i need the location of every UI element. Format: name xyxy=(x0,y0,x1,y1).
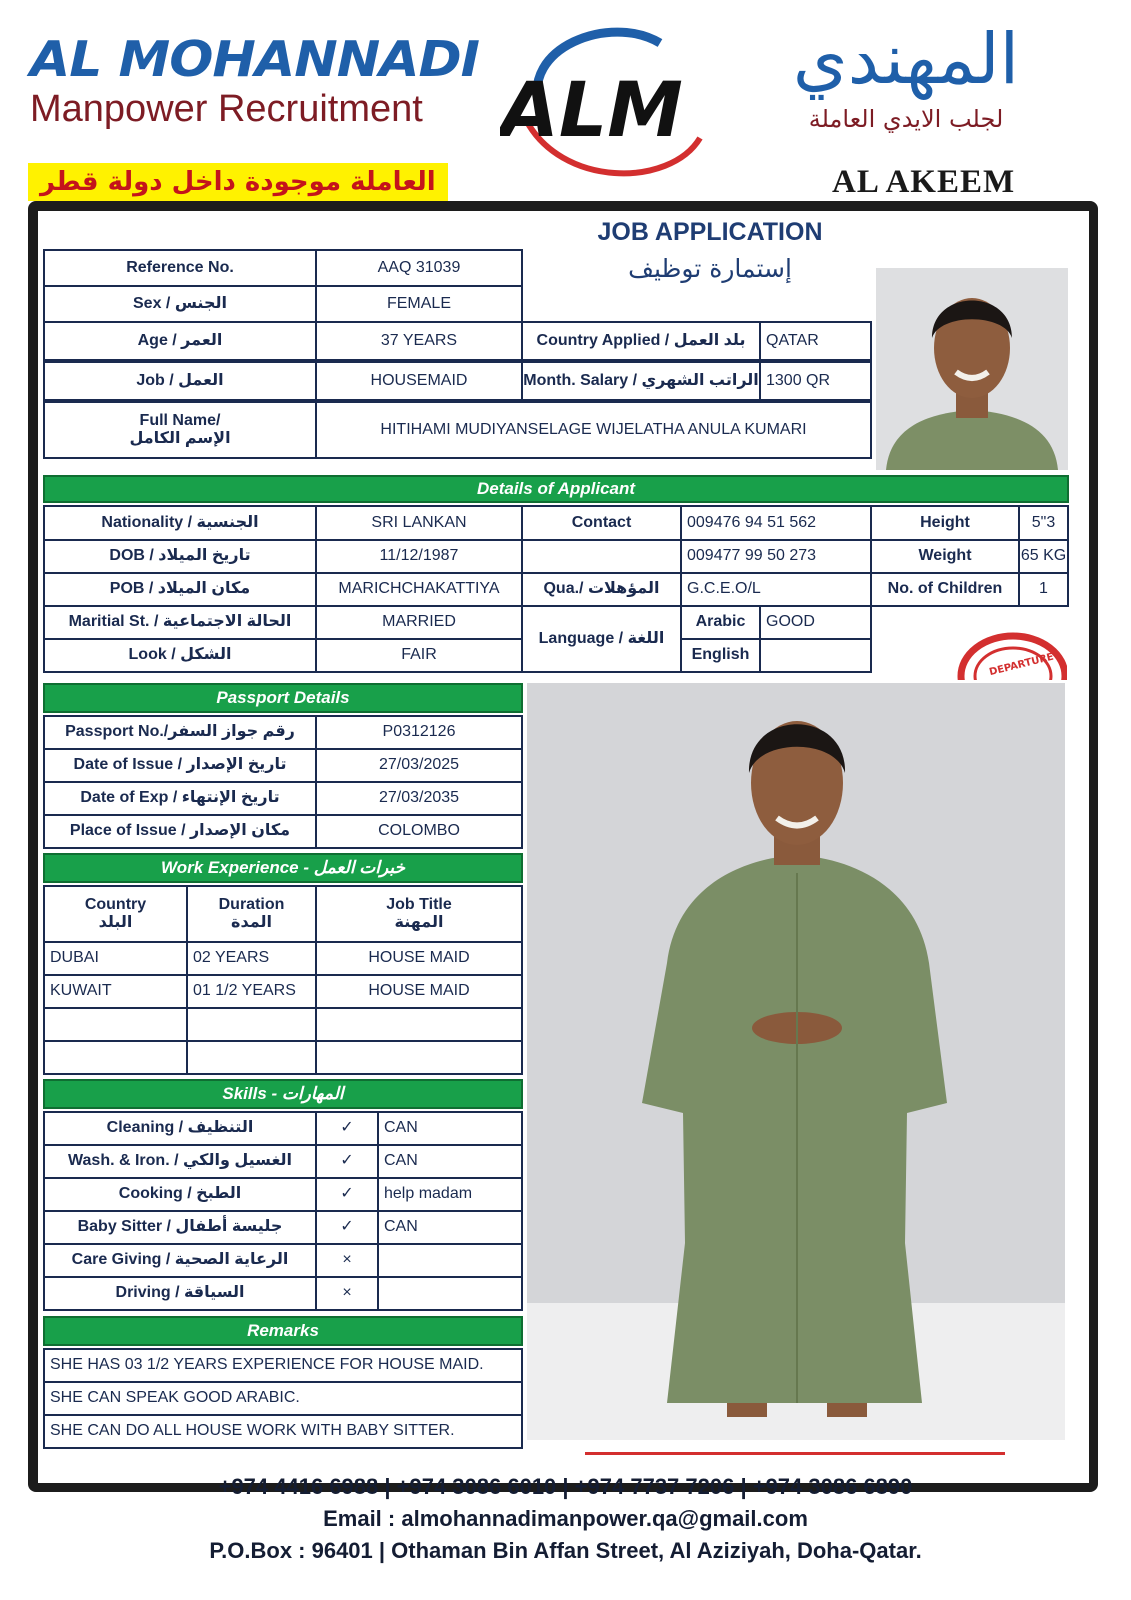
skill-label: Driving / السياقة xyxy=(43,1276,317,1311)
children-label: No. of Children xyxy=(870,572,1020,607)
footer-phones: +974 4416 6988 | +974 3086 6010 | +974 7737 7206 | +974 3086 6890 xyxy=(218,1474,913,1499)
contact-value-2: 009477 99 50 273 xyxy=(680,539,872,574)
form-title-en: JOB APPLICATION xyxy=(597,218,823,246)
pob-value: MARICHCHAKATTIYA xyxy=(315,572,523,607)
skill-check-icon: ✓ xyxy=(315,1144,379,1179)
skill-note: CAN xyxy=(377,1111,523,1146)
language-label: Language / اللغة xyxy=(521,605,682,673)
skill-note: help madam xyxy=(377,1177,523,1212)
remark-line: SHE CAN SPEAK GOOD ARABIC. xyxy=(43,1381,523,1416)
nationality-value: SRI LANKAN xyxy=(315,505,523,541)
work-row-duration: 02 YEARS xyxy=(186,941,317,976)
skills-section-header: Skills - المهارات xyxy=(43,1079,523,1109)
contact-value-1: 009476 94 51 562 xyxy=(680,505,872,541)
brand-block-ar xyxy=(711,14,1101,134)
skill-label: Wash. & Iron. / الغسيل والكي xyxy=(43,1144,317,1179)
issue-place-label: Place of Issue / مكان الإصدار xyxy=(43,814,317,849)
sex-label: Sex / الجنس xyxy=(43,285,317,323)
passport-no-label: Passport No./رقم جواز السفر xyxy=(43,715,317,750)
applicant-section-header: Details of Applicant xyxy=(43,475,1069,503)
marital-value: MARRIED xyxy=(315,605,523,640)
remarks-section-header: Remarks xyxy=(43,1316,523,1346)
look-label: Look / الشكل xyxy=(43,638,317,673)
salary-label: Month. Salary / الراتب الشهري xyxy=(521,361,761,401)
passport-no-value: P0312126 xyxy=(315,715,523,750)
job-label: Job / العمل xyxy=(43,361,317,401)
skill-check-icon: ✓ xyxy=(315,1111,379,1146)
qualification-value: G.C.E.O/L xyxy=(680,572,872,607)
weight-value: 65 KG xyxy=(1018,539,1069,574)
fullname-label-en: Full Name/ xyxy=(139,411,221,429)
weight-label: Weight xyxy=(870,539,1020,574)
work-row-duration: 01 1/2 YEARS xyxy=(186,974,317,1009)
children-value: 1 xyxy=(1018,572,1069,607)
alm-logo xyxy=(500,18,730,178)
arabic-label: Arabic xyxy=(680,605,761,640)
work-row-country xyxy=(43,1040,188,1075)
salary-value: 1300 QR xyxy=(759,361,872,401)
departure-stamp xyxy=(955,628,1067,680)
contact-label: Contact xyxy=(521,505,682,541)
reference-label: Reference No. xyxy=(43,249,317,287)
work-row-job: HOUSE MAID xyxy=(315,974,523,1009)
brand-name-en: AL MOHANNADI xyxy=(30,31,479,89)
skill-cross-icon: × xyxy=(315,1276,379,1311)
work-col-job-ar: المهنة xyxy=(394,914,444,931)
remark-line: SHE CAN DO ALL HOUSE WORK WITH BABY SITTER. xyxy=(43,1414,523,1449)
brand-tagline-en: Manpower Recruitment xyxy=(30,88,423,130)
skill-check-icon: ✓ xyxy=(315,1177,379,1212)
expiry-date-value: 27/03/2035 xyxy=(315,781,523,816)
work-col-duration-en: Duration xyxy=(218,895,285,913)
stamp-text: DEPARTURE xyxy=(988,651,1055,679)
fullname-value: HITIHAMI MUDIYANSELAGE WIJELATHA ANULA KUMARI xyxy=(315,401,872,459)
work-col-country xyxy=(43,885,188,943)
qualification-label: Qua./ المؤهلات xyxy=(521,572,682,607)
work-section-header: Work Experience - خبرات العمل xyxy=(43,853,523,883)
country-applied-label: Country Applied / بلد العمل xyxy=(521,321,761,361)
work-row-country xyxy=(43,1007,188,1042)
english-label: English xyxy=(680,638,761,673)
in-qatar-banner: العاملة موجودة داخل دولة قطر xyxy=(28,163,448,201)
full-length-photo xyxy=(527,683,1065,1440)
job-value: HOUSEMAID xyxy=(315,361,523,401)
dob-value: 11/12/1987 xyxy=(315,539,523,574)
work-row-country: KUWAIT xyxy=(43,974,188,1009)
work-col-job-en: Job Title xyxy=(386,895,452,913)
form-title-ar: إستمارة توظيف xyxy=(628,254,792,283)
work-col-duration xyxy=(186,885,317,943)
skill-cross-icon: × xyxy=(315,1243,379,1278)
work-row-duration xyxy=(186,1007,317,1042)
brand-tagline-ar: لجلب الايدي العاملة xyxy=(808,105,1004,133)
skill-label: Care Giving / الرعاية الصحية xyxy=(43,1243,317,1278)
contact-empty-cell xyxy=(521,539,682,574)
dob-label: DOB / تاريخ الميلاد xyxy=(43,539,317,574)
fullname-label xyxy=(43,401,317,459)
logo-text: ALM xyxy=(500,65,683,154)
skill-note: CAN xyxy=(377,1210,523,1245)
expiry-date-label: Date of Exp / تاريخ الإنتهاء xyxy=(43,781,317,816)
arabic-value: GOOD xyxy=(759,605,872,640)
skill-note: CAN xyxy=(377,1144,523,1179)
skill-check-icon: ✓ xyxy=(315,1210,379,1245)
skill-note xyxy=(377,1276,523,1311)
reference-value: AAQ 31039 xyxy=(315,249,523,287)
work-col-job xyxy=(315,885,523,943)
footer-email: Email : almohannadimanpower.qa@gmail.com xyxy=(323,1506,808,1531)
skill-note xyxy=(377,1243,523,1278)
marital-label: Maritial St. / الحالة الاجتماعية xyxy=(43,605,317,640)
work-row-country: DUBAI xyxy=(43,941,188,976)
brand-name-ar: المهندي xyxy=(792,18,1020,100)
sex-value: FEMALE xyxy=(315,285,523,323)
work-col-duration-ar: المدة xyxy=(231,914,272,931)
age-label: Age / العمر xyxy=(43,321,317,361)
work-row-duration xyxy=(186,1040,317,1075)
fullname-label-ar: الإسم الكامل xyxy=(129,430,231,447)
skill-label: Cleaning / التنظيف xyxy=(43,1111,317,1146)
issue-date-value: 27/03/2025 xyxy=(315,748,523,783)
pob-label: POB / مكان الميلاد xyxy=(43,572,317,607)
height-label: Height xyxy=(870,505,1020,541)
issue-date-label: Date of Issue / تاريخ الإصدار xyxy=(43,748,317,783)
work-row-job xyxy=(315,1007,523,1042)
age-value: 37 YEARS xyxy=(315,321,523,361)
issue-place-value: COLOMBO xyxy=(315,814,523,849)
work-col-country-ar: البلد xyxy=(98,914,133,931)
english-value xyxy=(759,638,872,673)
decorative-red-rule xyxy=(585,1452,1005,1455)
skill-label: Baby Sitter / جليسة أطفال xyxy=(43,1210,317,1245)
height-value: 5"3 xyxy=(1018,505,1069,541)
agent-name: AL AKEEM xyxy=(832,164,1016,200)
work-col-country-en: Country xyxy=(84,895,147,913)
passport-section-header: Passport Details xyxy=(43,683,523,713)
work-row-job: HOUSE MAID xyxy=(315,941,523,976)
portrait-photo xyxy=(876,268,1068,470)
footer-address: P.O.Box : 96401 | Othaman Bin Affan Street, Al Aziziyah, Doha-Qatar. xyxy=(209,1538,922,1563)
remark-line: SHE HAS 03 1/2 YEARS EXPERIENCE FOR HOUSE MAID. xyxy=(43,1348,523,1383)
work-row-job xyxy=(315,1040,523,1075)
look-value: FAIR xyxy=(315,638,523,673)
country-applied-value: QATAR xyxy=(759,321,872,361)
brand-block-en xyxy=(30,32,500,130)
skill-label: Cooking / الطبخ xyxy=(43,1177,317,1212)
nationality-label: Nationality / الجنسية xyxy=(43,505,317,541)
